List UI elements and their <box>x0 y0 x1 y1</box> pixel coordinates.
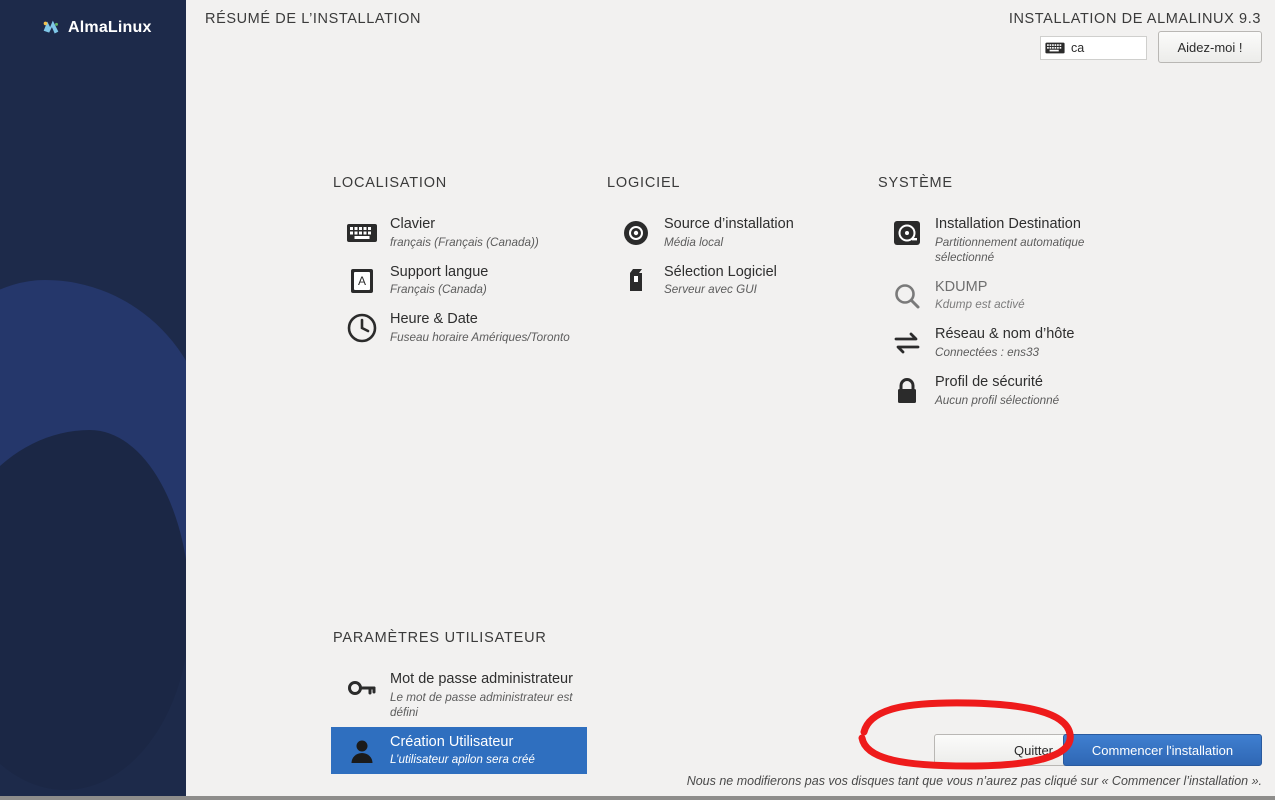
keyboard-icon <box>345 216 379 250</box>
magnifier-icon <box>890 279 924 313</box>
network-icon <box>890 326 924 360</box>
hub-item-subtitle: Kdump est activé <box>935 298 1025 312</box>
hub-item-subtitle: L’utilisateur apilon sera créé <box>390 753 535 767</box>
hub-item-subtitle: Le mot de passe administrateur est défini <box>390 690 573 719</box>
top-bar <box>186 0 1275 78</box>
hub-item-installation-source[interactable] <box>605 209 861 257</box>
main-panel <box>186 0 1275 800</box>
hub-item-title: Réseau & nom d’hôte <box>935 326 1075 343</box>
hub-item-installation-destination[interactable] <box>876 209 1132 272</box>
lock-icon <box>890 374 924 408</box>
column-software <box>605 175 877 304</box>
clock-icon <box>345 311 379 345</box>
harddisk-icon <box>890 216 924 250</box>
disc-icon <box>619 216 653 250</box>
installation-title: INSTALLATION DE ALMALINUX 9.3 <box>1008 11 1261 27</box>
keyboard-layout-label: ca <box>1071 41 1085 55</box>
sidebar <box>0 0 186 800</box>
column-system <box>876 175 1148 415</box>
hub-item-language-support[interactable] <box>331 257 587 305</box>
column-header-system: SYSTÈME <box>878 175 953 191</box>
hub-item-title: Source d’installation <box>664 216 794 232</box>
hub-item-keyboard[interactable] <box>331 209 587 257</box>
hub-item-subtitle: Français (Canada) <box>390 283 487 297</box>
hub-item-subtitle: Média local <box>664 235 724 249</box>
hub-item-title: Mot de passe administrateur <box>390 671 573 687</box>
hub-item-network-hostname[interactable] <box>876 319 1132 367</box>
column-localization <box>331 175 603 352</box>
hub-item-subtitle: Connectées : ens33 <box>935 345 1039 359</box>
column-header-software: LOGICIEL <box>607 175 681 191</box>
package-icon <box>619 264 653 298</box>
svg-text:A: A <box>357 273 367 288</box>
hub-item-title: Support langue <box>390 263 489 280</box>
hub-item-subtitle: Serveur avec GUI <box>664 283 757 297</box>
hub-item-kdump[interactable] <box>876 272 1132 320</box>
hub-item-subtitle: français (Français (Canada)) <box>390 235 539 249</box>
quit-button[interactable]: Quitter <box>934 734 1133 766</box>
hub-item-title: Sélection Logiciel <box>664 263 777 280</box>
hub-item-subtitle: Partitionnement automatique sélectionné <box>935 235 1085 264</box>
hub-item-title: Clavier <box>390 216 436 232</box>
hub-item-title: Création Utilisateur <box>390 733 514 750</box>
key-icon <box>345 671 379 705</box>
brand-logo <box>40 17 152 39</box>
language-book-icon <box>345 264 379 298</box>
hub-item-title: KDUMP <box>935 278 988 295</box>
hub-item-time-date[interactable] <box>331 304 587 352</box>
hub-item-title: Profil de sécurité <box>935 373 1043 390</box>
hub-item-title: Installation Destination <box>935 216 1081 232</box>
hub-item-subtitle: Fuseau horaire Amériques/Toronto <box>390 330 570 344</box>
footer-note: Nous ne modifierons pas vos disques tant que vous n’aurez pas cliqué sur « Commencer l’installation ». <box>686 774 1262 788</box>
hub-item-title: Heure & Date <box>390 311 478 328</box>
hub-item-software-selection[interactable] <box>605 257 861 305</box>
hub-item-subtitle: Aucun profil sélectionné <box>935 393 1060 407</box>
page-title: RÉSUMÉ DE L’INSTALLATION <box>205 11 422 27</box>
bottom-divider <box>0 796 1275 800</box>
keyboard-icon <box>1045 41 1065 55</box>
column-header-localization: LOCALISATION <box>333 175 448 191</box>
sidebar-decoration-2 <box>0 430 186 790</box>
almalinux-logo-icon <box>40 17 62 39</box>
help-button[interactable]: Aidez-moi ! <box>1158 31 1262 63</box>
keyboard-layout-indicator[interactable] <box>1040 36 1147 60</box>
brand-name: AlmaLinux <box>68 19 152 36</box>
begin-installation-button[interactable]: Commencer l'installation <box>1063 734 1262 766</box>
footer-bar <box>186 702 1275 800</box>
column-header-user-settings: PARAMÈTRES UTILISATEUR <box>333 630 547 646</box>
hub-item-security-profile[interactable] <box>876 367 1132 415</box>
